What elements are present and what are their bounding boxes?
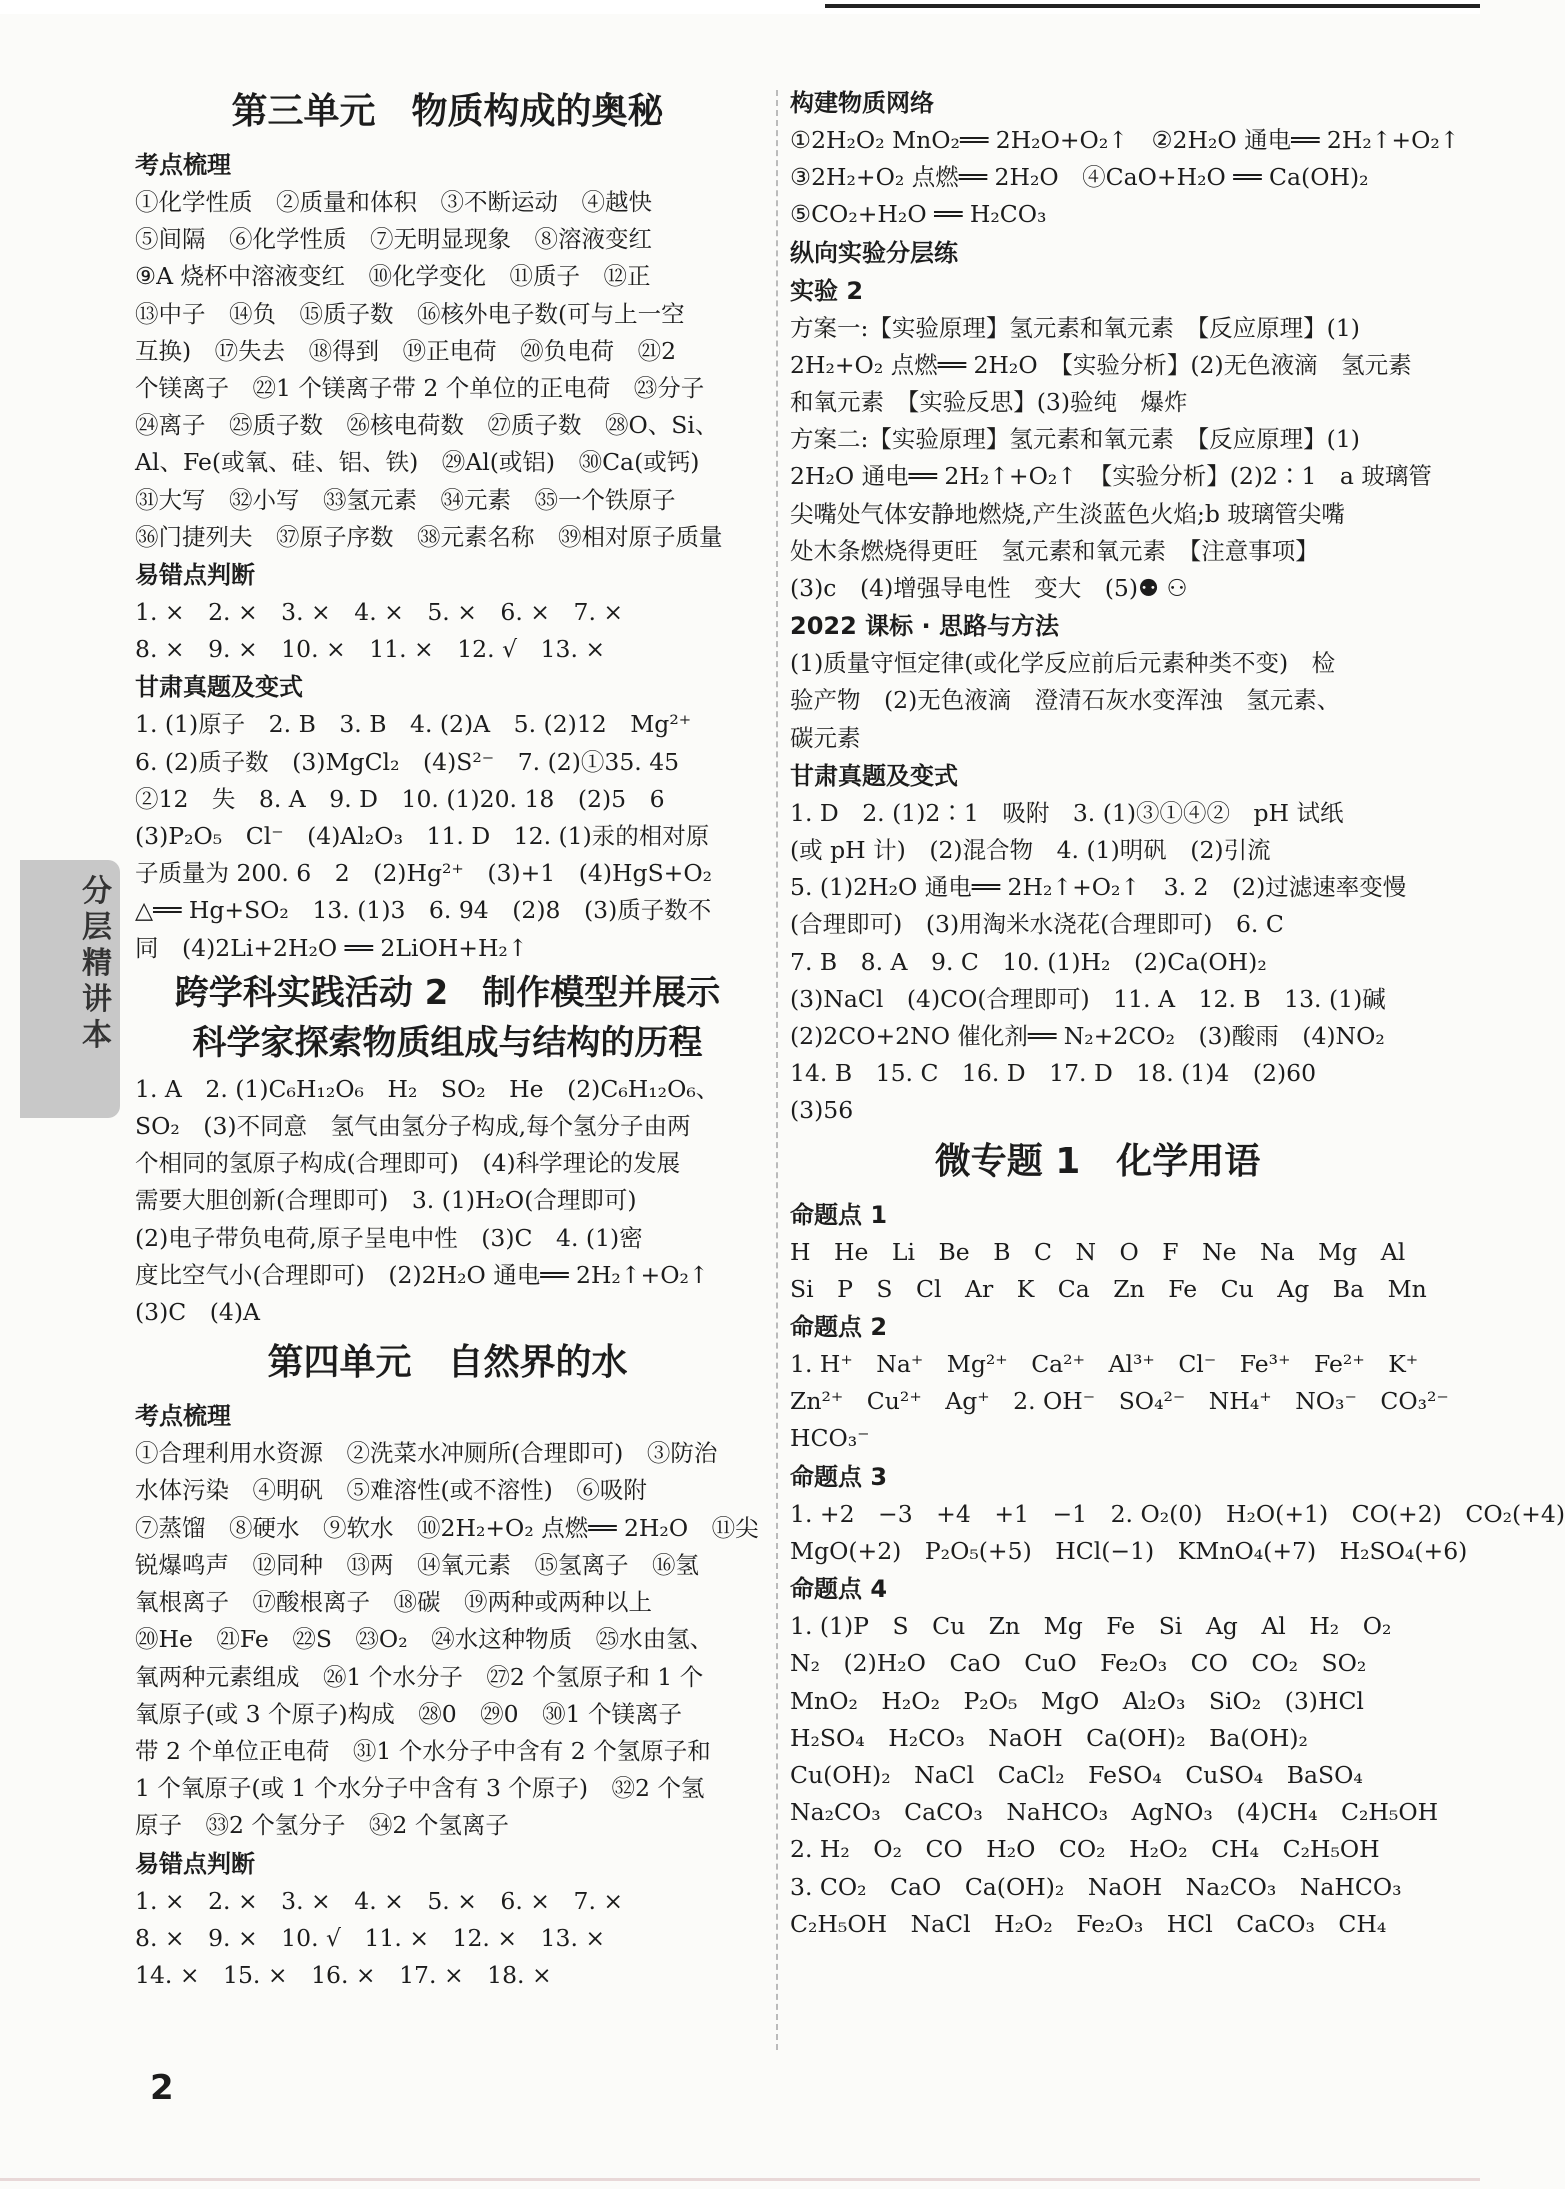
section-title: 跨学科实践活动 2 制作模型并展示 [174,972,721,1013]
text-line: (3)P₂O₅ Cl⁻ (4)Al₂O₃ 11. D 12. (1)汞的相对原 [135,822,710,851]
text-line: (合理即可) (3)用淘米水浇花(合理即可) 6. C [790,910,1284,939]
text-line: Cu(OH)₂ NaCl CaCl₂ FeSO₄ CuSO₄ BaSO₄ [790,1760,1363,1789]
text-line: 5. (1)2H₂O 通电══ 2H₂↑+O₂↑ 3. 2 (2)过滤速率变慢 [790,873,1407,902]
text-line: 尖嘴处气体安静地燃烧,产生淡蓝色火焰;b 玻璃管尖嘴 [790,499,1345,528]
text-line: ①化学性质 ②质量和体积 ③不断运动 ④越快 [135,188,652,216]
section-title: 第三单元 物质构成的奥秘 [231,91,664,132]
section-title: 科学家探索物质组成与结构的历程 [192,1022,703,1063]
right-column [790,84,1565,1943]
text-line: 验产物 (2)无色液滴 澄清石灰水变浑浊 氢元素、 [790,686,1341,715]
subheading: 考点梳理 [135,1402,231,1431]
text-line: HCO₃⁻ [790,1424,870,1453]
text-line: (3)C (4)A [135,1298,261,1327]
text-line: C₂H₅OH NaCl H₂O₂ Fe₂O₃ HCl CaCO₃ CH₄ [790,1909,1387,1938]
section-title: 微专题 1 化学用语 [934,1140,1261,1182]
subheading: 命题点 3 [790,1462,888,1491]
text-line: △══ Hg+SO₂ 13. (1)3 6. 94 (2)8 (3)质子数不 [135,896,712,925]
text-line: 1. D 2. (1)2∶1 吸附 3. (1)③①④② pH 试纸 [790,798,1344,827]
text-line: 2H₂O 通电══ 2H₂↑+O₂↑ 【实验分析】(2)2∶1 a 玻璃管 [790,462,1432,491]
text-line: 2. H₂ O₂ CO H₂O CO₂ H₂O₂ CH₄ C₂H₅OH [790,1835,1380,1864]
subheading: 命题点 4 [790,1575,888,1604]
column-divider [776,90,778,2050]
text-line: 1 个氧原子(或 1 个水分子中含有 3 个原子) ㉜2 个氢 [135,1774,705,1803]
subheading: 命题点 1 [790,1200,888,1229]
text-line: MgO(+2) P₂O₅(+5) HCl(−1) KMnO₄(+7) H₂SO₄(+6) [790,1536,1468,1565]
text-line: ㊱门捷列夫 ㊲原子序数 ㊳元素名称 ㊴相对原子质量 [135,522,723,551]
text-line: 度比空气小(合理即可) (2)2H₂O 通电══ 2H₂↑+O₂↑ [135,1260,709,1289]
text-line: 1. +2 −3 +4 +1 −1 2. O₂(0) H₂O(+1) CO(+2) CO₂(+4) [790,1499,1565,1528]
text-line: 和氧元素 【实验反思】(3)验纯 爆炸 [790,388,1188,417]
text-line: 水体污染 ④明矾 ⑤难溶性(或不溶性) ⑥吸附 [135,1476,647,1505]
text-line: 原子 ㉝2 个氢分子 ㉞2 个氢离子 [135,1811,509,1840]
text-line: 1. H⁺ Na⁺ Mg²⁺ Ca²⁺ Al³⁺ Cl⁻ Fe³⁺ Fe²⁺ K⁺ [790,1350,1419,1379]
text-line: ⑬中子 ⑭负 ⑮质子数 ⑯核外电子数(可与上一空 [135,299,685,328]
subheading: 纵向实验分层练 [790,238,958,267]
subheading: 实验 2 [790,276,864,305]
text-line: 1. × 2. × 3. × 4. × 5. × 6. × 7. × [135,1886,624,1915]
text-line: 碳元素 [790,723,861,752]
text-line: 6. (2)质子数 (3)MgCl₂ (4)S²⁻ 7. (2)①35. 45 [135,747,680,776]
text-line: (2)2CO+2NO 催化剂══ N₂+2CO₂ (3)酸雨 (4)NO₂ [790,1022,1385,1051]
text-line: 需要大胆创新(合理即可) 3. (1)H₂O(合理即可) [135,1186,637,1215]
text-line: ②12 失 8. A 9. D 10. (1)20. 18 (2)5 6 [135,784,665,813]
text-line: 个相同的氢原子构成(合理即可) (4)科学理论的发展 [135,1149,681,1178]
text-line: ③2H₂+O₂ 点燃══ 2H₂O ④CaO+H₂O ══ Ca(OH)₂ [790,163,1369,192]
subheading: 命题点 2 [790,1313,888,1342]
side-tab-label: 分层精讲本 [82,874,112,1053]
text-line: 1. × 2. × 3. × 4. × 5. × 6. × 7. × [135,598,624,627]
subheading: 2022 课标 · 思路与方法 [790,612,1059,641]
text-line: (3)c (4)增强导电性 变大 (5)⚉ ⚇ [790,574,1188,603]
text-line: ㉛大写 ㉜小写 ㉝氢元素 ㉞元素 ㉟一个铁原子 [135,485,676,514]
text-line: ㉔离子 ㉕质子数 ㉖核电荷数 ㉗质子数 ㉘O、Si、 [135,411,719,440]
text-line: ⑦蒸馏 ⑧硬水 ⑨软水 ⑩2H₂+O₂ 点燃══ 2H₂O ⑪尖 [135,1513,759,1542]
text-line: 1. (1)原子 2. B 3. B 4. (2)A 5. (2)12 Mg²⁺ [135,710,692,739]
text-line: 7. B 8. A 9. C 10. (1)H₂ (2)Ca(OH)₂ [790,947,1267,976]
text-line: 2H₂+O₂ 点燃══ 2H₂O 【实验分析】(2)无色液滴 氢元素 [790,350,1412,379]
top-rule [825,4,1480,8]
text-line: 氧根离子 ⑰酸根离子 ⑱碳 ⑲两种或两种以上 [135,1588,652,1617]
subheading: 考点梳理 [135,151,231,179]
text-line: ⑳He ㉑Fe ㉒S ㉓O₂ ㉔水这种物质 ㉕水由氢、 [135,1625,714,1654]
bottom-rule [0,2178,1480,2181]
text-line: Zn²⁺ Cu²⁺ Ag⁺ 2. OH⁻ SO₄²⁻ NH₄⁺ NO₃⁻ CO₃²⁻ [790,1387,1449,1416]
text-line: 8. × 9. × 10. √ 11. × 12. × 13. × [135,1923,606,1952]
text-line: 带 2 个单位正电荷 ㉛1 个水分子中含有 2 个氢原子和 [135,1736,711,1765]
text-line: 14. × 15. × 16. × 17. × 18. × [135,1960,552,1989]
text-line: ⑨A 烧杯中溶液变红 ⑩化学变化 ⑪质子 ⑫正 [135,262,651,291]
side-tab [20,860,120,1118]
section-title: 第四单元 自然界的水 [267,1342,628,1384]
text-line: 子质量为 200. 6 2 (2)Hg²⁺ (3)+1 (4)HgS+O₂ [135,859,713,888]
text-line: MnO₂ H₂O₂ P₂O₅ MgO Al₂O₃ SiO₂ (3)HCl [790,1686,1364,1715]
text-line: 同 (4)2Li+2H₂O ══ 2LiOH+H₂↑ [135,933,528,962]
text-line: 锐爆鸣声 ⑫同种 ⑬两 ⑭氧元素 ⑮氢离子 ⑯氢 [135,1550,699,1579]
text-line: 个镁离子 ㉒1 个镁离子带 2 个单位的正电荷 ㉓分子 [135,374,705,403]
text-line: 1. A 2. (1)C₆H₁₂O₆ H₂ SO₂ He (2)C₆H₁₂O₆、 [135,1074,720,1103]
text-line: N₂ (2)H₂O CaO CuO Fe₂O₃ CO CO₂ SO₂ [790,1649,1367,1678]
text-line: Na₂CO₃ CaCO₃ NaHCO₃ AgNO₃ (4)CH₄ C₂H₅OH [790,1798,1439,1827]
text-line: 方案一:【实验原理】氢元素和氧元素 【反应原理】(1) [790,313,1360,342]
text-line: SO₂ (3)不同意 氢气由氢分子构成,每个氢分子由两 [135,1112,691,1141]
text-line: 氧两种元素组成 ㉖1 个水分子 ㉗2 个氢原子和 1 个 [135,1662,704,1691]
left-column [135,80,760,1994]
text-line: H₂SO₄ H₂CO₃ NaOH Ca(OH)₂ Ba(OH)₂ [790,1723,1308,1752]
text-line: Si P S Cl Ar K Ca Zn Fe Cu Ag Ba Mn [790,1274,1427,1303]
text-line: 互换) ⑰失去 ⑱得到 ⑲正电荷 ⑳负电荷 ㉑2 [135,336,677,365]
subheading: 易错点判断 [135,561,255,590]
text-line: (2)电子带负电荷,原子呈电中性 (3)C 4. (1)密 [135,1223,643,1252]
text-line: 氧原子(或 3 个原子)构成 ㉘0 ㉙0 ㉚1 个镁离子 [135,1699,683,1728]
text-line: 8. × 9. × 10. × 11. × 12. √ 13. × [135,635,606,664]
subheading: 甘肃真题及变式 [790,761,958,790]
text-line: ⑤CO₂+H₂O ══ H₂CO₃ [790,200,1047,229]
text-line: ⑤间隔 ⑥化学性质 ⑦无明显现象 ⑧溶液变红 [135,225,652,254]
text-line: 3. CO₂ CaO Ca(OH)₂ NaOH Na₂CO₃ NaHCO₃ [790,1872,1402,1901]
text-line: 方案二:【实验原理】氢元素和氧元素 【反应原理】(1) [790,425,1360,454]
subheading: 易错点判断 [135,1849,255,1878]
text-line: (3)NaCl (4)CO(合理即可) 11. A 12. B 13. (1)碱 [790,984,1386,1013]
page-number: 2 [150,2068,174,2108]
text-line: 14. B 15. C 16. D 17. D 18. (1)4 (2)60 [790,1059,1317,1088]
text-line: (3)56 [790,1096,854,1125]
text-line: Al、Fe(或氧、硅、铝、铁) ㉙Al(或铝) ㉚Ca(或钙) [135,448,700,477]
text-line: (或 pH 计) (2)混合物 4. (1)明矾 (2)引流 [790,836,1271,865]
subheading: 构建物质网络 [790,89,934,117]
text-line: ①合理利用水资源 ②洗菜水冲厕所(合理即可) ③防治 [135,1439,718,1468]
subheading: 甘肃真题及变式 [135,673,303,702]
text-line: 处木条燃烧得更旺 氢元素和氧元素 【注意事项】 [790,536,1319,565]
text-line: H He Li Be B C N O F Ne Na Mg Al [790,1237,1406,1266]
text-line: 1. (1)P S Cu Zn Mg Fe Si Ag Al H₂ O₂ [790,1612,1392,1641]
text-line: ①2H₂O₂ MnO₂══ 2H₂O+O₂↑ ②2H₂O 通电══ 2H₂↑+O₂↑ [790,126,1460,154]
text-line: (1)质量守恒定律(或化学反应前后元素种类不变) 检 [790,649,1336,678]
